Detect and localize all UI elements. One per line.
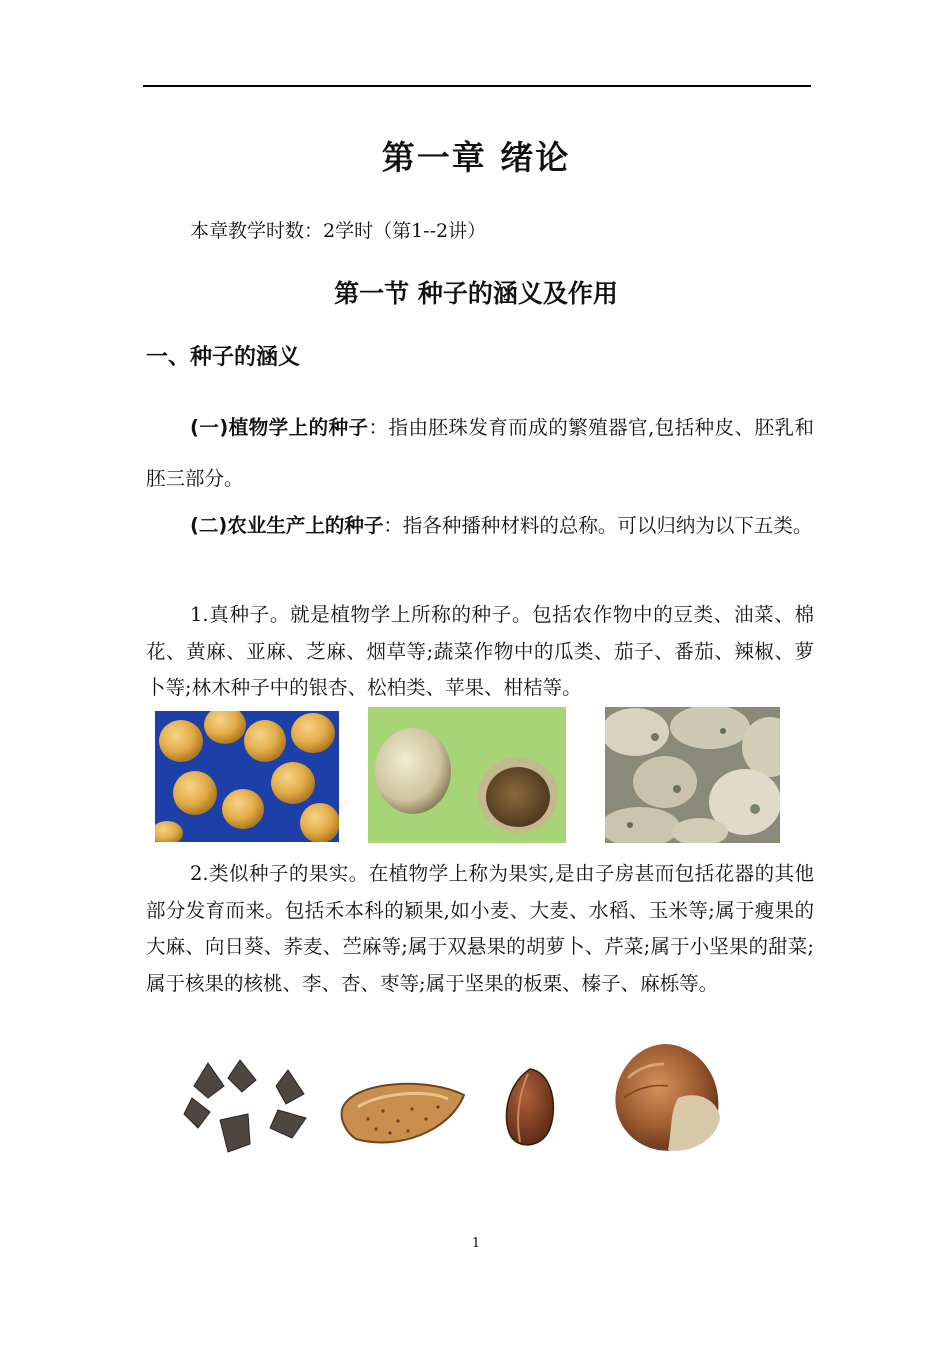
page-number: 1 (471, 1236, 481, 1251)
definition-botanical-seed: ：指由胚珠发育而成的繁殖器官,包括种皮、胚乳和胚三部分。 (146, 416, 815, 490)
term-agricultural-seed: (二)农业生产上的种子 (190, 514, 384, 537)
header-rule (143, 85, 811, 87)
almond-photo (338, 1075, 468, 1153)
section-title: 第一节 种子的涵义及作用 (334, 279, 618, 308)
soybean-photo (155, 711, 339, 842)
paragraph-fruit-like-seed: 2.类似种子的果实。在植物学上称为果实,是由子房甚而包括花器的其他部分发育而来。包括禾本科的颖果,如小麦、大麦、水稻、玉米等;属于瘦果的大麻、向日葵、荞麦、苎麻等;属于双悬果的胡萝卜、芹菜;属于小坚果的甜菜;属于核果的核桃、李、杏、枣等;属于坚果的板栗、榛子、麻栎等。 (146, 862, 814, 995)
brown-nut-photo (500, 1066, 560, 1152)
paragraph-agricultural-seed (146, 500, 814, 551)
buckwheat-photo (180, 1058, 315, 1156)
paragraph-true-seed: 1.真种子。就是植物学上所称的种子。包括农作物中的豆类、油菜、棉花、黄麻、亚麻、芝麻、烟草等;蔬菜作物中的瓜类、茄子、番茄、辣椒、萝卜等;林木种子中的银杏、松柏类、苹果、柑桔等。 (146, 603, 814, 699)
mottled-seed-photo (605, 707, 780, 843)
ginkgo-photo (368, 707, 566, 843)
subsection-title: 一、种子的涵义 (146, 345, 301, 370)
teaching-hours: 本章教学时数：2学时（第1--2讲） (190, 220, 487, 242)
hazelnut-photo (608, 1038, 726, 1156)
term-botanical-seed: (一)植物学上的种子 (190, 416, 369, 439)
chapter-title: 第一章 绪论 (381, 138, 571, 177)
paragraph-botanical-seed (146, 402, 814, 504)
definition-agricultural-seed: ：指各种播种材料的总称。可以归纳为以下五类。 (383, 514, 813, 537)
